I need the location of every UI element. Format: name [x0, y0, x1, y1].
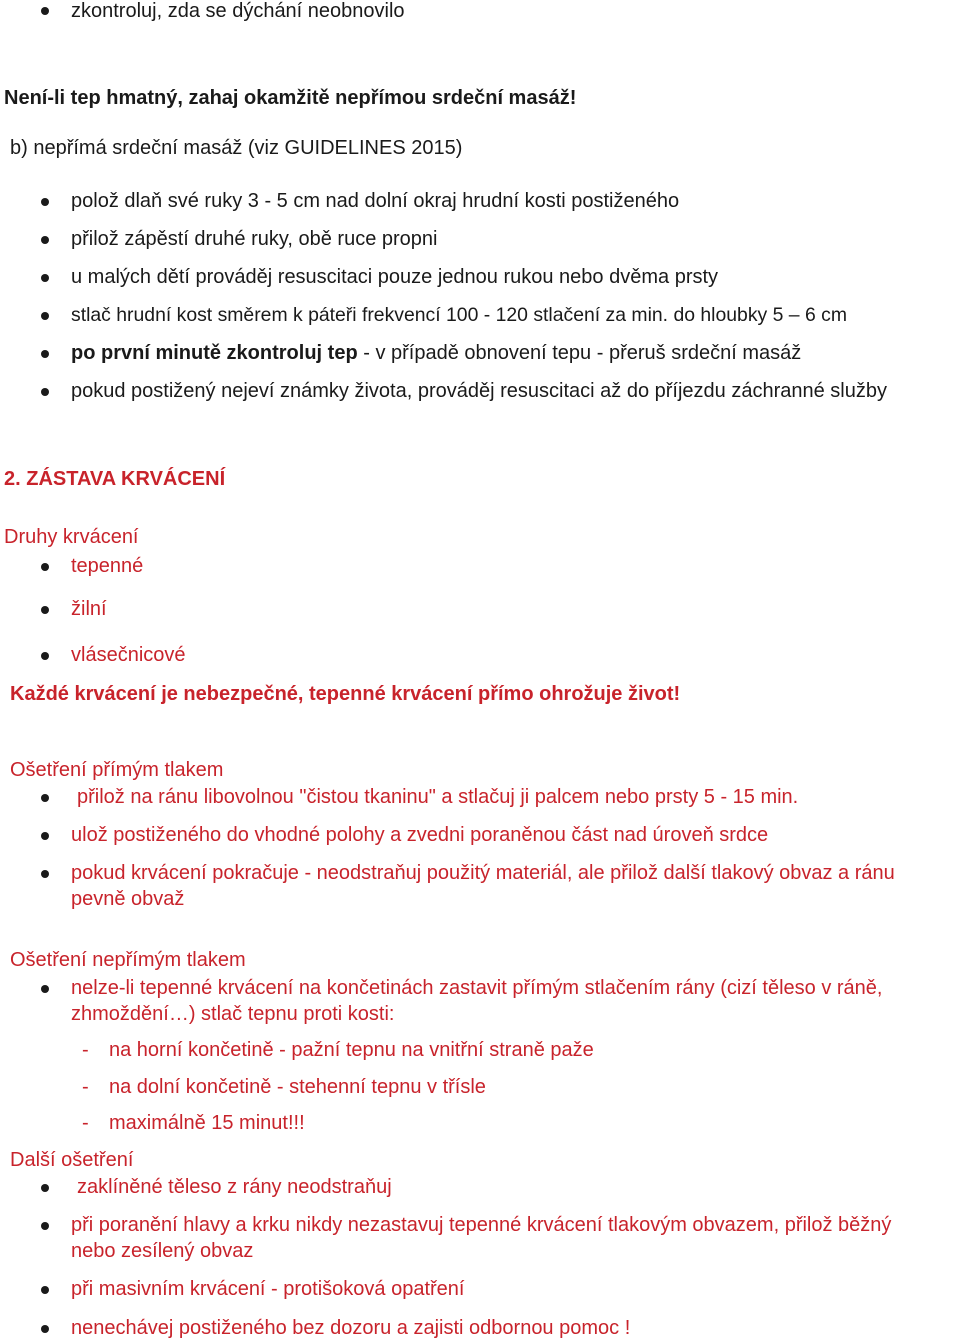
notice-text: Není-li tep hmatný, zahaj okamžitě nepřímou srdeční masáž!: [4, 87, 577, 109]
bullet: [41, 198, 49, 206]
list-item: při poranění hlavy a krku nikdy nezastavuj tepenné krvácení tlakovým obvazem, přilož běžný nebo zesílený obvaz: [71, 1214, 892, 1262]
list-item: polož dlaň své ruky 3 - 5 cm nad dolní okraj hrudní kosti postiženého: [71, 190, 680, 212]
list-item: vlásečnicové: [71, 644, 186, 666]
list-item: žilní: [71, 598, 107, 620]
list-item: nenechávej postiženého bez dozoru a zajisti odbornou pomoc !: [71, 1317, 631, 1339]
bullet: [41, 832, 49, 840]
bullet: [41, 1184, 49, 1192]
bullet: [41, 794, 49, 802]
dash-item: maximálně 15 minut!!!: [109, 1112, 305, 1134]
bullet: [41, 1325, 49, 1333]
list-item: nelze-li tepenné krvácení na končetinách zastavit přímým stlačením rány (cizí těleso v ráně, zhmoždění…) stlač tepnu proti kosti:: [71, 977, 883, 1025]
list-item: tepenné: [71, 555, 144, 577]
section-2-heading: 2. ZÁSTAVA KRVÁCENÍ: [4, 468, 226, 490]
list-item: zaklíněné těleso z rány neodstraňuj: [77, 1176, 392, 1198]
warning-text: Každé krvácení je nebezpečné, tepenné krvácení přímo ohrožuje život!: [10, 683, 681, 705]
bullet: [41, 388, 49, 396]
list-item: přilož zápěstí druhé ruky, obě ruce propni: [71, 228, 438, 250]
types-heading: Druhy krvácení: [4, 526, 139, 548]
list-item: u malých dětí prováděj resuscitaci pouze jednou rukou nebo dvěma prsty: [71, 266, 719, 288]
bullet: [41, 870, 49, 878]
list-item: přilož na ránu libovolnou "čistou tkaninu" a stlačuj ji palcem nebo prsty 5 - 15 min.: [77, 786, 799, 808]
dash-item: na horní končetině - pažní tepnu na vnitřní straně paže: [109, 1039, 594, 1061]
dash-marker: -: [82, 1112, 89, 1134]
dash-marker: -: [82, 1039, 89, 1061]
bullet: [41, 606, 49, 614]
dash-item: na dolní končetině - stehenní tepnu v třísle: [109, 1076, 486, 1098]
list-item-rest: - v případě obnovení tepu - přeruš srdeční masáž: [357, 342, 802, 364]
section-b-heading: b) nepřímá srdeční masáž (viz GUIDELINES 2015): [10, 137, 463, 159]
bullet: [41, 563, 49, 571]
bullet: [41, 1222, 49, 1230]
bullet: [41, 236, 49, 244]
bullet: [41, 312, 49, 320]
list-item: pokud postižený nejeví známky života, prováděj resuscitaci až do příjezdu záchranné služby: [71, 380, 887, 402]
list-item: zkontroluj, zda se dýchání neobnovilo: [71, 0, 405, 22]
list-item: při masivním krvácení - protišoková opatření: [71, 1278, 465, 1300]
bullet: [41, 985, 49, 993]
list-item-bold: po první minutě zkontroluj tep: [71, 342, 358, 364]
list-item: stlač hrudní kost směrem k páteři frekvencí 100 - 120 stlačení za min. do hloubky 5 – 6 cm: [71, 304, 847, 326]
list-item: ulož postiženého do vhodné polohy a zvedni poraněnou část nad úroveň srdce: [71, 824, 769, 846]
direct-heading: Ošetření přímým tlakem: [10, 759, 224, 781]
bullet: [41, 652, 49, 660]
list-item: pokud krvácení pokračuje - neodstraňuj použitý materiál, ale přilož další tlakový obvaz a ránu pevně obvaž: [71, 862, 895, 910]
dash-marker: -: [82, 1076, 89, 1098]
bullet: [41, 274, 49, 282]
further-heading: Další ošetření: [10, 1149, 134, 1171]
list-item: [71, 340, 801, 366]
bullet: [41, 1286, 49, 1294]
bullet: [41, 350, 49, 358]
bullet: [41, 7, 49, 15]
indirect-heading: Ošetření nepřímým tlakem: [10, 949, 246, 971]
